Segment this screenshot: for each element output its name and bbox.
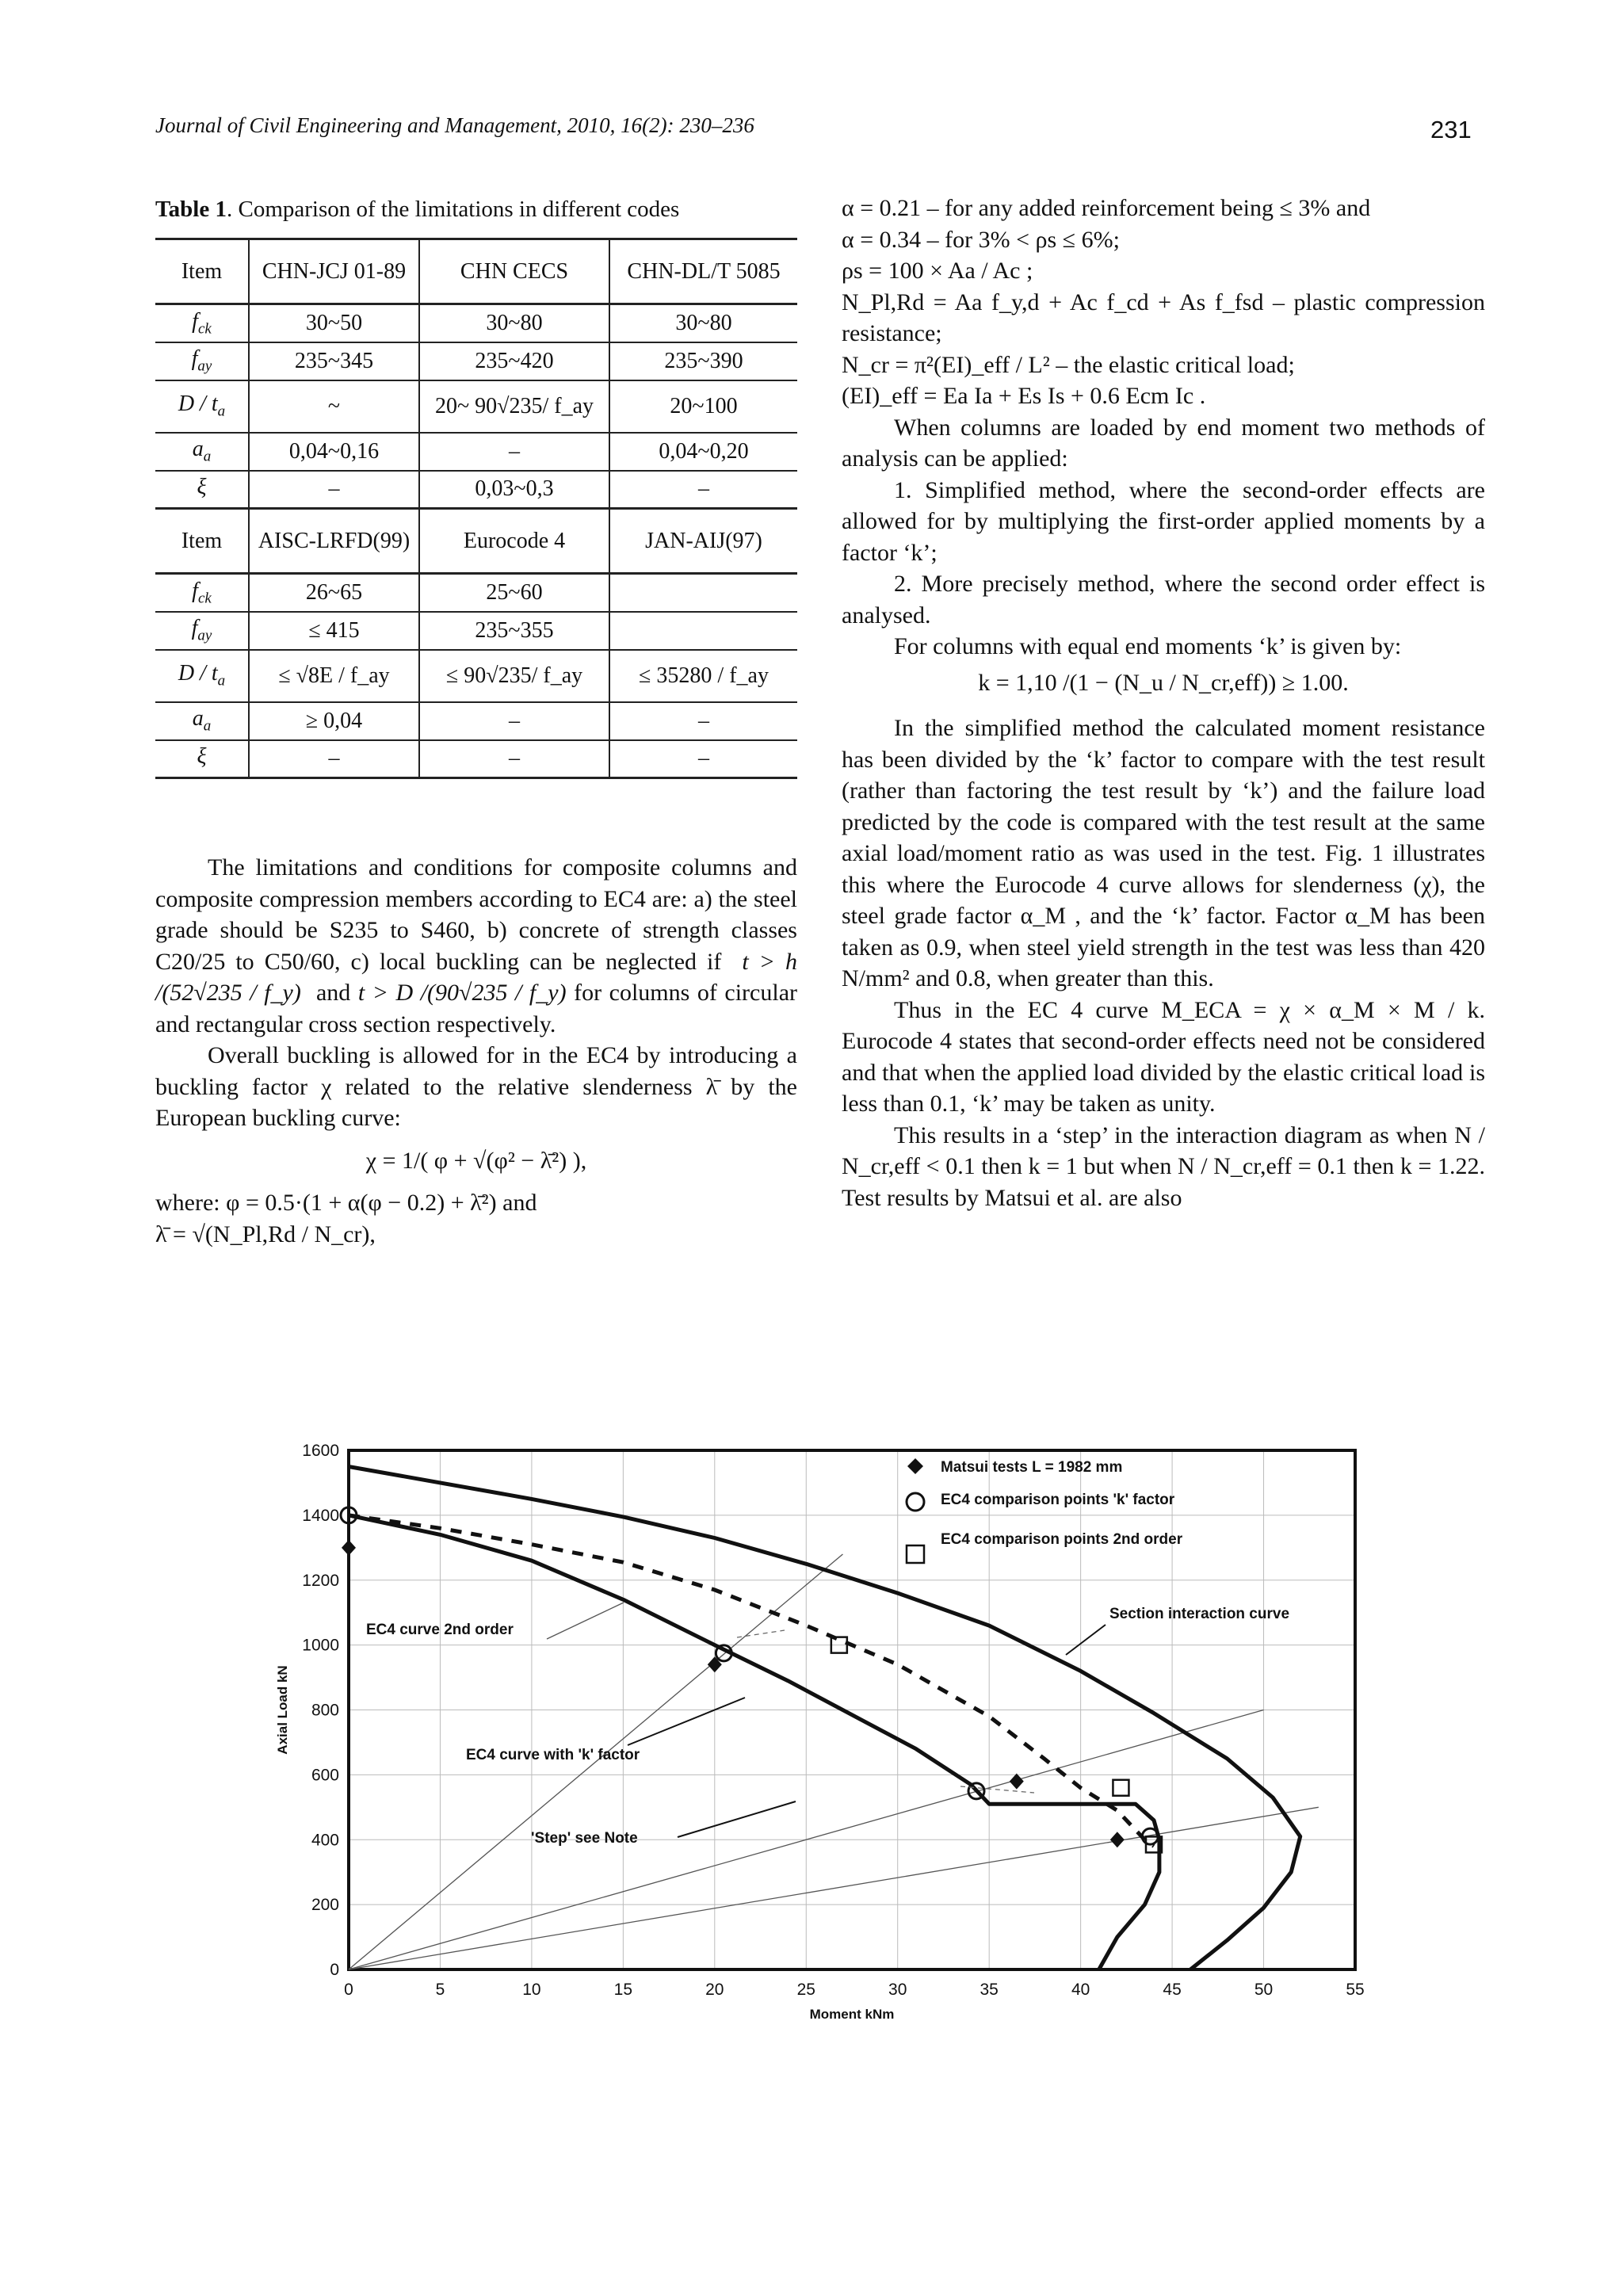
table-header-row [155, 239, 797, 304]
symbol: D / t [178, 392, 218, 417]
npl-line: N_Pl,Rd = Aa f_y,d + Ac f_cd + As f_fsd – plastic compression resistance; [842, 288, 1485, 346]
table-cell: 30~50 [249, 304, 419, 342]
annotation-section-curve: Section interaction curve [1109, 1606, 1290, 1622]
data-point-diamond [342, 1540, 356, 1556]
table-cell: – [609, 702, 797, 740]
comparison-table [155, 238, 797, 779]
table-header-cell: Item [155, 509, 249, 574]
journal-header: Journal of Civil Engineering and Management, 2010, 16(2): 230–236 [155, 113, 754, 137]
alpha-line-2: α = 0.34 – for 3% < ρs ≤ 6%; [842, 226, 1120, 253]
annotation-2nd-order: EC4 curve 2nd order [366, 1622, 514, 1638]
table-cell: – [249, 471, 419, 509]
table-row [155, 740, 797, 778]
limitations-paragraph [155, 852, 797, 1040]
left-column-text [155, 852, 797, 1250]
table-cell: – [249, 740, 419, 778]
chi-equation: χ = 1/( φ + √(φ² − λ̄²) ), [365, 1147, 587, 1174]
table-header-cell: Item [155, 239, 249, 304]
x-tick-label: 55 [1346, 1981, 1365, 1999]
buckling-paragraph: Overall buckling is allowed for in the EC4 by introducing a buckling factor χ related to the relative slenderness λ̄ by the European buckling curve: [155, 1042, 797, 1131]
table-caption-label: Table 1 [155, 197, 227, 222]
table-header-cell: CHN CECS [419, 239, 609, 304]
table-cell: 235~355 [419, 612, 609, 650]
table-row [155, 304, 797, 342]
table-symbol-cell [155, 650, 249, 702]
y-tick-label: 1000 [302, 1636, 339, 1655]
rho-line: ρs = 100 × Aa / Ac ; [842, 258, 1033, 284]
limitations-text: The limitations and conditions for composite columns and composite compression members according to EC4 are: a) the steel grade should be S235 to S460, b) concrete of strength classes C20/25 to C50/60, c) local buckling can be neglected if [155, 854, 797, 975]
table-caption-text: . Comparison of the limitations in different codes [227, 197, 680, 222]
symbol-subscript: ck [197, 590, 212, 607]
table-header-cell: JAN-AIJ(97) [609, 509, 797, 574]
table-cell: – [419, 702, 609, 740]
table-cell: 26~65 [249, 574, 419, 612]
y-tick-label: 1400 [302, 1506, 339, 1525]
table-symbol-cell [155, 342, 249, 380]
step-paragraph: This results in a ‘step’ in the interaction diagram as when N / N_cr,eff < 0.1 then k = 1 but when N / N_cr,eff = 0.1 then k = 1.22. Test results by Matsui et al. are also [842, 1121, 1485, 1211]
x-tick-label: 5 [435, 1981, 445, 1999]
interaction-figure [269, 1427, 1383, 2021]
table-symbol-cell [155, 304, 249, 342]
annotation-step: 'Step' see Note [531, 1830, 638, 1847]
table-row [155, 702, 797, 740]
symbol-subscript: ay [197, 627, 212, 644]
symbol-subscript: a [217, 403, 226, 420]
ncr-line: N_cr = π²(EI)_eff / L² – the elastic critical load; [842, 351, 1295, 378]
table-cell: 25~60 [419, 574, 609, 612]
table-cell [609, 612, 797, 650]
k-equation: k = 1,10 /(1 − (N_u / N_cr,eff)) ≥ 1.00. [978, 669, 1349, 696]
annotation-arrow [737, 1630, 785, 1637]
legend-symbol-circle [907, 1493, 924, 1511]
table-cell: 235~420 [419, 342, 609, 380]
symbol-subscript: a [203, 717, 212, 735]
legend-symbol-diamond [907, 1458, 923, 1474]
y-tick-label: 0 [330, 1961, 339, 1979]
table-cell: ≤ √8E / f_ay [249, 650, 419, 702]
method-2: 2. More precisely method, where the second order effect is analysed. [842, 571, 1485, 628]
local-buckling-condition-circular: t > h /(52√235 / f_y) [155, 948, 797, 1006]
x-tick-label: 10 [522, 1981, 541, 1999]
method-1: 1. Simplified method, where the second-order effects are allowed for by multiplying the first-order applied moments by a factor ‘k’; [842, 476, 1485, 566]
x-tick-label: 30 [888, 1981, 907, 1999]
interaction-chart [269, 1427, 1383, 2021]
y-tick-label: 400 [311, 1831, 339, 1850]
y-tick-label: 800 [311, 1701, 339, 1720]
limitations-text-end: for columns of circular and rectangular cross section respectively. [155, 980, 797, 1037]
local-buckling-condition-rect: t > D /(90√235 / f_y) [357, 980, 567, 1006]
symbol: a [192, 706, 204, 732]
y-tick-label: 200 [311, 1896, 339, 1915]
mec-paragraph: Thus in the EC 4 curve M_ECA = χ × α_M × M / k. Eurocode 4 states that second-order effects need not be considered and that when the applied load divided by the elastic critical load is less than 0.1, ‘k’ may be taken as unity. [842, 996, 1485, 1117]
x-tick-label: 20 [705, 1981, 724, 1999]
table-symbol-cell [155, 574, 249, 612]
annotation-arrow [678, 1801, 796, 1837]
table-cell: ~ [249, 380, 419, 433]
x-tick-label: 25 [796, 1981, 815, 1999]
page-number: 231 [1430, 116, 1472, 143]
alpha-line-1: α = 0.21 – for any added reinforcement being ≤ 3% and [842, 195, 1371, 221]
and-text-2: and [502, 1190, 537, 1216]
symbol: f [191, 616, 198, 641]
series-line [349, 1515, 1154, 1846]
table-cell: 30~80 [609, 304, 797, 342]
table-cell: ≤ 90√235/ f_ay [419, 650, 609, 702]
table-section-2 [155, 509, 797, 778]
table-cell: – [419, 433, 609, 471]
table-cell: – [609, 740, 797, 778]
table-cell: – [419, 740, 609, 778]
y-tick-label: 1600 [302, 1442, 339, 1460]
table-cell: 235~345 [249, 342, 419, 380]
table-header-cell: Eurocode 4 [419, 509, 609, 574]
annotation-k-factor: EC4 curve with 'k' factor [466, 1747, 640, 1763]
legend-label: EC4 comparison points 2nd order [941, 1531, 1183, 1548]
x-tick-label: 35 [980, 1981, 999, 1999]
table-section-1 [155, 239, 797, 509]
table-row [155, 380, 797, 433]
x-tick-label: 50 [1254, 1981, 1274, 1999]
symbol: ξ [197, 744, 207, 770]
table-row [155, 650, 797, 702]
table-cell: 0,03~0,3 [419, 471, 609, 509]
symbol: ξ [197, 475, 207, 500]
x-tick-label: 45 [1163, 1981, 1182, 1999]
x-tick-label: 0 [344, 1981, 353, 1999]
table-row [155, 574, 797, 612]
symbol-subscript: ck [197, 320, 212, 338]
table-symbol-cell [155, 740, 249, 778]
lambda-equation: λ̄ = √(N_Pl,Rd / N_cr), [155, 1221, 376, 1247]
legend-label: EC4 comparison points 'k' factor [941, 1492, 1175, 1508]
simplified-paragraph: In the simplified method the calculated moment resistance has been divided by the ‘k’ factor to compare with the test result (rather than factoring the test result by ‘k’) and the failure load predicted by the code is compared with the test result at the same axial load/moment ratio as was used in the test. Fig. 1 illustrates this where the Eurocode 4 curve allows for slenderness (χ), the steel grade factor α_M , and the ‘k’ factor. Factor α_M has been taken as 0.9, when steel yield strength in the test was less than 420 N/mm² and 0.8, when greater than this. [842, 715, 1485, 991]
table-row [155, 612, 797, 650]
table-row [155, 433, 797, 471]
x-tick-label: 15 [613, 1981, 633, 1999]
data-point-diamond [1010, 1774, 1024, 1790]
where-label: where: [155, 1190, 220, 1216]
ei-line: (EI)_eff = Ea Ia + Es Is + 0.6 Ecm Ic . [842, 383, 1206, 409]
table-header-cell: CHN-JCJ 01-89 [249, 239, 419, 304]
phi-equation-line [155, 1187, 797, 1219]
phi-equation: φ = 0.5·(1 + α(φ − 0.2) + λ̄²) [226, 1190, 497, 1216]
and-text: and [315, 980, 351, 1006]
data-point-square [1113, 1780, 1128, 1796]
annotation-arrow [628, 1698, 745, 1745]
k-intro: For columns with equal end moments ‘k’ is given by: [894, 633, 1402, 659]
table-cell: 0,04~0,20 [609, 433, 797, 471]
y-tick-label: 1200 [302, 1571, 339, 1590]
y-tick-label: 600 [311, 1766, 339, 1785]
table-row [155, 342, 797, 380]
table-cell: 20~ 90√235/ f_ay [419, 380, 609, 433]
annotation-arrow [960, 1786, 1034, 1793]
legend-label: Matsui tests L = 1982 mm [941, 1459, 1123, 1476]
table-header-cell: CHN-DL/T 5085 [609, 239, 797, 304]
table-cell: 20~100 [609, 380, 797, 433]
methods-paragraph: When columns are loaded by end moment two methods of analysis can be applied: [842, 414, 1485, 472]
symbol-subscript: a [217, 672, 226, 690]
x-tick-label: 40 [1071, 1981, 1090, 1999]
table-symbol-cell [155, 433, 249, 471]
symbol: f [191, 346, 198, 372]
y-axis-label: Axial Load kN [275, 1665, 290, 1755]
table-cell: 235~390 [609, 342, 797, 380]
data-point-diamond [1110, 1832, 1125, 1847]
annotation-arrow [1066, 1625, 1106, 1655]
table-cell: ≤ 35280 / f_ay [609, 650, 797, 702]
right-column-text [842, 193, 1485, 1213]
symbol: f [192, 578, 198, 603]
table-symbol-cell [155, 380, 249, 433]
table-symbol-cell [155, 702, 249, 740]
table-cell [609, 574, 797, 612]
table-header-cell: AISC-LRFD(99) [249, 509, 419, 574]
table-cell: 0,04~0,16 [249, 433, 419, 471]
x-axis-label: Moment kNm [809, 2007, 895, 2021]
table-cell: ≥ 0,04 [249, 702, 419, 740]
table-symbol-cell [155, 471, 249, 509]
symbol: f [192, 308, 198, 334]
table-row [155, 471, 797, 509]
table-caption [155, 197, 679, 223]
table-cell: – [609, 471, 797, 509]
annotation-arrow [547, 1603, 624, 1639]
table-header-row [155, 509, 797, 574]
table-symbol-cell [155, 612, 249, 650]
symbol-subscript: a [203, 448, 212, 465]
symbol: D / t [178, 661, 218, 686]
symbol-subscript: ay [197, 357, 212, 375]
legend-symbol-square [907, 1545, 924, 1563]
table-cell: ≤ 415 [249, 612, 419, 650]
symbol: a [192, 437, 204, 462]
table-cell: 30~80 [419, 304, 609, 342]
